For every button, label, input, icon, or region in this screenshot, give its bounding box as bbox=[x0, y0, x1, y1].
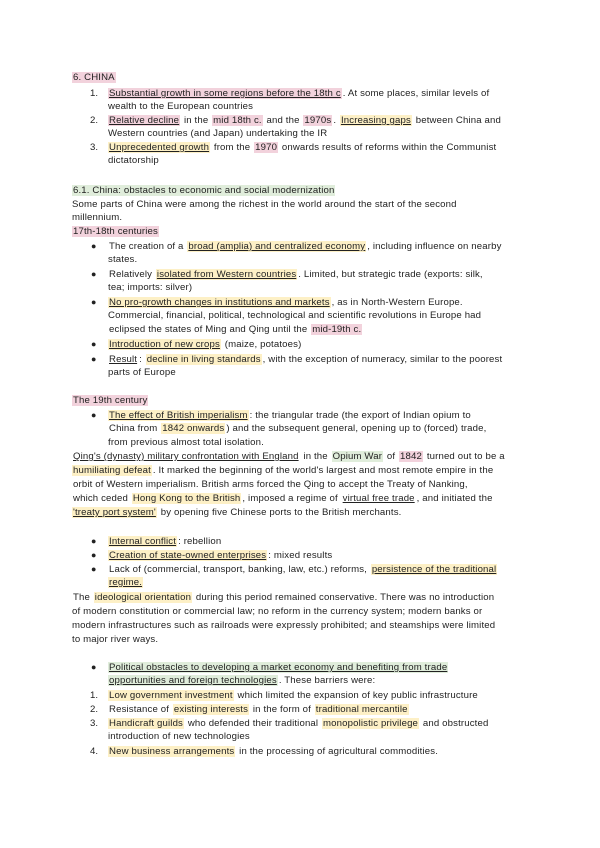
bullet-item-cont: tea; imports: silver) bbox=[108, 282, 193, 293]
bullet-icon: ● bbox=[91, 550, 97, 560]
bullet-item-cont: Commercial, financial, political, technological and scientific revolutions in Europe had bbox=[108, 310, 482, 321]
list-item: New business arrangements in the processing of agricultural commodities. bbox=[109, 746, 439, 757]
bullet-item: Internal conflict : rebellion bbox=[109, 536, 222, 547]
list-number: 1. bbox=[90, 690, 99, 701]
bullet-item-cont: opportunities and foreign technologies . These barriers were: bbox=[109, 675, 376, 686]
bullet-icon: ● bbox=[91, 564, 97, 574]
bullet-item: Introduction of new crops (maize, potatoes) bbox=[109, 339, 302, 350]
period-heading: The 19th century bbox=[73, 395, 148, 406]
bullet-icon: ● bbox=[91, 339, 97, 349]
paragraph-line: modern infrastructures such as railroads were expressly prohibited; and steamships were limited bbox=[72, 620, 496, 631]
bullet-icon: ● bbox=[91, 410, 97, 420]
bullet-item-cont: states. bbox=[108, 254, 138, 265]
subsection-heading: 6.1. China: obstacles to economic and social modernization bbox=[73, 185, 335, 196]
list-item: Substantial growth in some regions before the 18th c . At some places, similar levels of bbox=[109, 88, 490, 99]
paragraph-line: of modern constitution or commercial law; no reform in the currency system; modern banks or bbox=[72, 606, 483, 617]
list-number: 3. bbox=[90, 142, 99, 153]
bullet-icon: ● bbox=[91, 536, 97, 546]
bullet-icon: ● bbox=[91, 241, 97, 251]
paragraph-line: orbit of Western imperialism. British arms forced the Qing to accept the Treaty of Nanking, bbox=[73, 479, 468, 490]
list-number: 2. bbox=[90, 704, 99, 715]
bullet-item: Result : decline in living standards , with the exception of numeracy, similar to the poorest bbox=[109, 354, 503, 365]
bullet-item: Relatively isolated from Western countries . Limited, but strategic trade (exports: silk, bbox=[109, 269, 483, 280]
paragraph-line: millennium. bbox=[72, 212, 123, 223]
paragraph-line: Some parts of China were among the richest in the world around the start of the second bbox=[72, 199, 457, 210]
bullet-item-cont: eclipsed the states of Ming and Qing until the mid-19th c. bbox=[109, 324, 362, 335]
section-heading: 6. CHINA bbox=[73, 72, 115, 83]
paragraph-line: The ideological orientation during this period remained conservative. There was no introduction bbox=[73, 592, 495, 603]
bullet-item-cont: regime. bbox=[109, 577, 143, 588]
bullet-item: Lack of (commercial, transport, banking, law, etc.) reforms, persistence of the traditional bbox=[109, 564, 497, 575]
list-item: Handicraft guilds who defended their traditional monopolistic privilege and obstructed bbox=[109, 718, 489, 729]
bullet-item-cont: from previous almost total isolation. bbox=[108, 437, 264, 448]
bullet-item: Creation of state-owned enterprises : mixed results bbox=[109, 550, 333, 561]
paragraph-line: 'treaty port system' by opening five Chinese ports to the British merchants. bbox=[73, 507, 402, 518]
list-item: Resistance of existing interests in the form of traditional mercantile bbox=[109, 704, 408, 715]
list-item: Relative decline in the mid 18th c. and the 1970s . Increasing gaps between China and bbox=[109, 115, 501, 126]
bullet-icon: ● bbox=[91, 354, 97, 364]
bullet-item: No pro-growth changes in institutions and markets , as in North-Western Europe. bbox=[109, 297, 463, 308]
list-item-cont: dictatorship bbox=[108, 155, 159, 166]
paragraph-line: which ceded Hong Kong to the British , imposed a regime of virtual free trade , and initiated the bbox=[73, 493, 493, 504]
paragraph-line: humiliating defeat . It marked the beginning of the world's largest and most remote empire in the bbox=[73, 465, 494, 476]
list-number: 3. bbox=[90, 718, 99, 729]
list-item: Unprecedented growth from the 1970 onwards results of reforms within the Communist bbox=[109, 142, 497, 153]
list-item-cont: introduction of new technologies bbox=[108, 731, 250, 742]
bullet-item: The creation of a broad (amplia) and centralized economy , including influence on nearby bbox=[109, 241, 502, 252]
list-number: 1. bbox=[90, 88, 99, 99]
bullet-item: The effect of British imperialism : the triangular trade (the export of Indian opium to bbox=[109, 410, 471, 421]
list-number: 4. bbox=[90, 746, 99, 757]
list-number: 2. bbox=[90, 115, 99, 126]
list-item-cont: wealth to the European countries bbox=[108, 101, 254, 112]
list-item: Low government investment which limited the expansion of key public infrastructure bbox=[109, 690, 478, 701]
bullet-icon: ● bbox=[91, 662, 97, 672]
paragraph-line: to major river ways. bbox=[72, 634, 159, 645]
period-heading: 17th-18th centuries bbox=[73, 226, 158, 237]
bullet-item-cont: parts of Europe bbox=[108, 367, 176, 378]
bullet-item-cont: China from 1842 onwards ) and the subsequent general, opening up to (forced) trade, bbox=[109, 423, 487, 434]
list-item-cont: Western countries (and Japan) undertaking the IR bbox=[108, 128, 328, 139]
bullet-icon: ● bbox=[91, 297, 97, 307]
bullet-icon: ● bbox=[91, 269, 97, 279]
paragraph-line: Qing's (dynasty) military confrontation with England in the Opium War of 1842 turned out to be a bbox=[73, 451, 505, 462]
bullet-item: Political obstacles to developing a market economy and benefiting from trade bbox=[109, 662, 448, 673]
